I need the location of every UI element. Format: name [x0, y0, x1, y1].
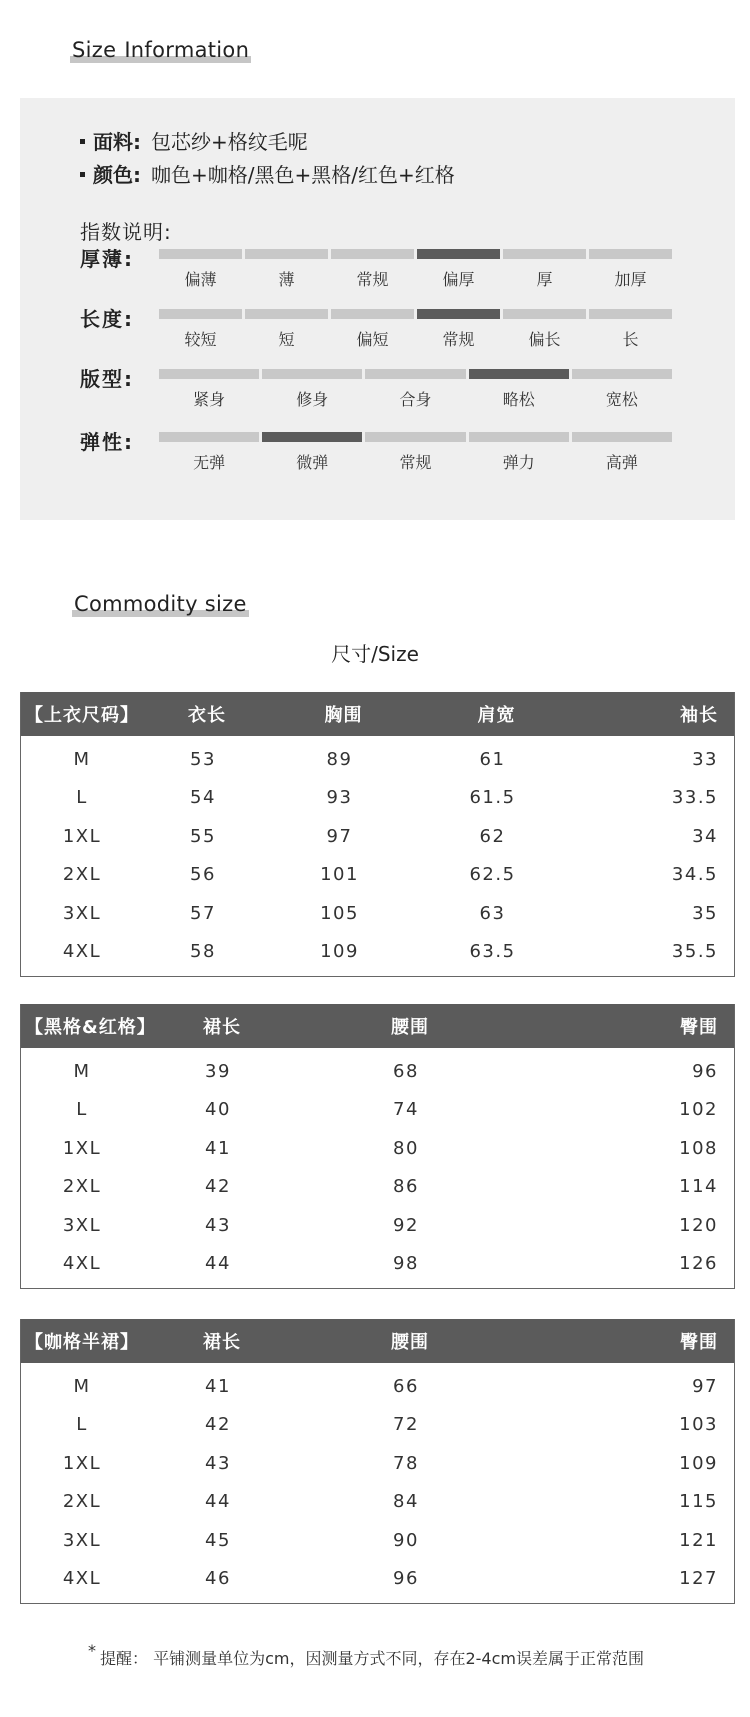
table-cell: 3XL: [62, 1529, 102, 1551]
table-cell: 34.5: [671, 864, 718, 886]
table-cell: 114: [679, 1176, 718, 1198]
column-header: 袖长: [680, 705, 718, 726]
scale-option: 较短: [184, 330, 217, 349]
table-cell: 62.5: [469, 864, 516, 886]
scale-option: 偏厚: [442, 270, 475, 289]
table-cell: 4XL: [62, 1253, 102, 1275]
table-cell: 44: [205, 1253, 231, 1275]
table-row: [21, 1367, 734, 1406]
title-word-size: Size: [72, 38, 117, 62]
scale-segment: [469, 432, 569, 442]
scale-bars: [159, 432, 672, 442]
table-cell: 46: [205, 1568, 231, 1590]
table-row: [21, 1091, 734, 1130]
table-cell: 57: [190, 902, 216, 924]
scale-option: 偏薄: [184, 270, 217, 289]
table-cell: 33.5: [671, 787, 718, 809]
scale-segment: [159, 432, 259, 442]
table-cell: 58: [190, 941, 216, 963]
table-cell: 4XL: [62, 941, 102, 963]
table-cell: 74: [393, 1099, 419, 1121]
scale-ticks: [159, 387, 672, 410]
table-cell: 102: [679, 1099, 718, 1121]
table-cell: 93: [326, 787, 353, 809]
table-cell: 42: [205, 1176, 231, 1198]
column-header: 腰围: [391, 1017, 429, 1038]
scale-label: 版型:: [80, 367, 134, 391]
scale-segment-selected: [417, 309, 500, 319]
table-row: [21, 1168, 734, 1207]
scale-option: 修身: [296, 390, 329, 409]
scale-option: 长: [622, 330, 639, 349]
scale-segment: [503, 309, 586, 319]
column-header: 胸围: [324, 705, 363, 726]
commodity-size-title: Commodity size: [74, 592, 247, 616]
color-value: 咖色+咖格/黑色+黑格/红色+红格: [151, 163, 455, 187]
scale-segment-selected: [262, 432, 362, 442]
table-cell: M: [73, 748, 91, 770]
scale-segment: [503, 249, 586, 259]
table-cell: 1XL: [62, 1452, 102, 1474]
table-cell: 41: [205, 1375, 231, 1397]
table-cell: 3XL: [62, 902, 102, 924]
table-row: [21, 933, 734, 972]
scale-bars: [159, 249, 672, 259]
table-row: [21, 1052, 734, 1091]
black-red-check-skirt-table: [20, 1004, 735, 1289]
table-cell: 34: [692, 825, 718, 847]
scale-option: 无弹: [193, 453, 226, 472]
scale-option: 合身: [399, 390, 432, 409]
column-header: 裙长: [203, 1017, 241, 1038]
table-cell: 1XL: [62, 1137, 102, 1159]
table-cell: M: [73, 1060, 91, 1082]
table-row: [21, 894, 734, 933]
asterisk-icon: *: [88, 1641, 96, 1660]
scale-segment: [262, 369, 362, 379]
column-header: 肩宽: [477, 705, 516, 726]
table-cell: 66: [393, 1375, 419, 1397]
title-word-information: Information: [124, 38, 250, 62]
table-cell: 105: [320, 902, 359, 924]
note-text: 提醒： 平铺测量单位为cm，因测量方式不同，存在2-4cm误差属于正常范围: [100, 1649, 644, 1668]
scale-segment: [365, 369, 465, 379]
table-row: [21, 817, 734, 856]
scale-segment: [365, 432, 465, 442]
column-header: 裙长: [203, 1332, 241, 1353]
scale-segment: [245, 309, 328, 319]
table-row: [21, 1129, 734, 1168]
table-body: [21, 1048, 734, 1288]
scale-option: 厚: [536, 270, 553, 289]
scale-bars: [159, 309, 672, 319]
fabric-bullet: [80, 126, 308, 155]
index-title: 指数说明:: [80, 220, 172, 244]
table-cell: 2XL: [62, 864, 102, 886]
scale-segment: [572, 432, 672, 442]
table-cell: 35: [692, 902, 718, 924]
scale-segment: [589, 249, 672, 259]
table-cell: 42: [205, 1414, 231, 1436]
scale-segment: [589, 309, 672, 319]
table-cell: 103: [679, 1414, 718, 1436]
table-cell: 62: [479, 825, 506, 847]
scale-segment: [159, 369, 259, 379]
scale-row: [20, 245, 735, 293]
table-cell: 68: [393, 1060, 419, 1082]
table-cell: 54: [190, 787, 216, 809]
table-row: [21, 779, 734, 818]
size-heading: 尺寸/Size: [331, 642, 419, 666]
table-cell: 53: [190, 748, 216, 770]
scale-ticks: [159, 327, 672, 350]
table-cell: L: [76, 1414, 88, 1436]
top-size-table: [20, 692, 735, 977]
table-cell: 121: [679, 1529, 718, 1551]
table-cell: M: [73, 1375, 91, 1397]
table-cell: 97: [692, 1375, 718, 1397]
column-header: 腰围: [391, 1332, 429, 1353]
table-cell: 84: [393, 1491, 419, 1513]
table-cell: 92: [393, 1214, 419, 1236]
table-body: [21, 1363, 734, 1603]
scale-option: 宽松: [605, 390, 638, 409]
table-cell: 115: [679, 1491, 718, 1513]
table-cell: 109: [679, 1452, 718, 1474]
table-row: [21, 1483, 734, 1522]
table-cell: 33: [692, 748, 718, 770]
scale-ticks: [159, 450, 672, 473]
table-row: [21, 1560, 734, 1599]
column-header: 【上衣尺码】: [25, 705, 139, 726]
table-cell: 3XL: [62, 1214, 102, 1236]
scale-option: 紧身: [193, 390, 226, 409]
table-header: [21, 692, 734, 736]
table-cell: 61: [479, 748, 506, 770]
scale-ticks: [159, 267, 672, 290]
table-cell: 39: [205, 1060, 231, 1082]
table-cell: L: [76, 1099, 88, 1121]
bullet-dot-icon: [80, 139, 85, 144]
table-row: [21, 1245, 734, 1284]
info-panel: [20, 98, 735, 520]
table-cell: 127: [679, 1568, 718, 1590]
scale-label: 厚薄:: [80, 247, 134, 271]
table-cell: 56: [190, 864, 216, 886]
table-cell: 72: [393, 1414, 419, 1436]
scale-option: 常规: [442, 330, 475, 349]
scale-option: 弹力: [502, 453, 535, 472]
scale-row: [20, 365, 735, 413]
table-cell: 78: [393, 1452, 419, 1474]
scale-label: 长度:: [80, 307, 134, 331]
table-cell: 126: [679, 1253, 718, 1275]
table-row: [21, 1206, 734, 1245]
table-row: [21, 1521, 734, 1560]
measurement-note: [88, 1641, 644, 1669]
table-cell: 90: [393, 1529, 419, 1551]
scale-option: 薄: [278, 270, 295, 289]
coffee-check-skirt-table: [20, 1319, 735, 1604]
column-header: 臀围: [680, 1017, 718, 1038]
scale-segment: [159, 309, 242, 319]
table-row: [21, 1406, 734, 1445]
table-header: [21, 1004, 734, 1048]
table-cell: 89: [326, 748, 353, 770]
size-information-title: [70, 38, 251, 63]
table-cell: 35.5: [671, 941, 718, 963]
fabric-value: 包芯纱+格纹毛呢: [151, 130, 308, 154]
scale-bars: [159, 369, 672, 379]
scale-segment: [331, 249, 414, 259]
table-cell: 61.5: [469, 787, 516, 809]
scale-option: 偏短: [356, 330, 389, 349]
table-cell: 101: [320, 864, 359, 886]
scale-option: 高弹: [605, 453, 638, 472]
table-cell: 96: [692, 1060, 718, 1082]
table-cell: 98: [393, 1253, 419, 1275]
table-cell: 97: [326, 825, 353, 847]
table-cell: 44: [205, 1491, 231, 1513]
scale-segment-selected: [417, 249, 500, 259]
table-cell: 63: [479, 902, 506, 924]
table-cell: 4XL: [62, 1568, 102, 1590]
bullet-dot-icon: [80, 172, 85, 177]
column-header: 臀围: [680, 1332, 718, 1353]
color-bullet: [80, 159, 455, 188]
fabric-key: 面料:: [93, 130, 141, 154]
table-cell: 2XL: [62, 1176, 102, 1198]
table-cell: 43: [205, 1452, 231, 1474]
column-header: 【黑格&红格】: [25, 1017, 156, 1038]
table-cell: 86: [393, 1176, 419, 1198]
scale-segment: [159, 249, 242, 259]
column-header: 【咖格半裙】: [25, 1332, 139, 1353]
column-header: 衣长: [188, 705, 226, 726]
scale-segment: [572, 369, 672, 379]
table-cell: 109: [320, 941, 359, 963]
table-cell: 41: [205, 1137, 231, 1159]
table-cell: 2XL: [62, 1491, 102, 1513]
table-row: [21, 1444, 734, 1483]
scale-option: 常规: [356, 270, 389, 289]
scale-segment: [245, 249, 328, 259]
scale-option: 短: [278, 330, 295, 349]
table-row: [21, 856, 734, 895]
color-key: 颜色:: [93, 163, 141, 187]
scale-option: 略松: [502, 390, 535, 409]
scale-option: 加厚: [614, 270, 647, 289]
scale-option: 微弹: [296, 453, 329, 472]
table-cell: 45: [205, 1529, 231, 1551]
scale-row: [20, 428, 735, 476]
table-cell: 1XL: [62, 825, 102, 847]
table-header: [21, 1319, 734, 1363]
scale-option: 常规: [399, 453, 432, 472]
table-body: [21, 736, 734, 976]
scale-segment: [331, 309, 414, 319]
table-cell: 120: [679, 1214, 718, 1236]
scale-segment-selected: [469, 369, 569, 379]
table-cell: 108: [679, 1137, 718, 1159]
scale-label: 弹性:: [80, 430, 134, 454]
scale-option: 偏长: [528, 330, 561, 349]
table-cell: 43: [205, 1214, 231, 1236]
table-cell: 55: [190, 825, 216, 847]
table-cell: 80: [393, 1137, 419, 1159]
table-cell: L: [76, 787, 88, 809]
table-cell: 96: [393, 1568, 419, 1590]
table-row: [21, 740, 734, 779]
table-cell: 63.5: [469, 941, 516, 963]
scale-row: [20, 305, 735, 353]
table-cell: 40: [205, 1099, 231, 1121]
